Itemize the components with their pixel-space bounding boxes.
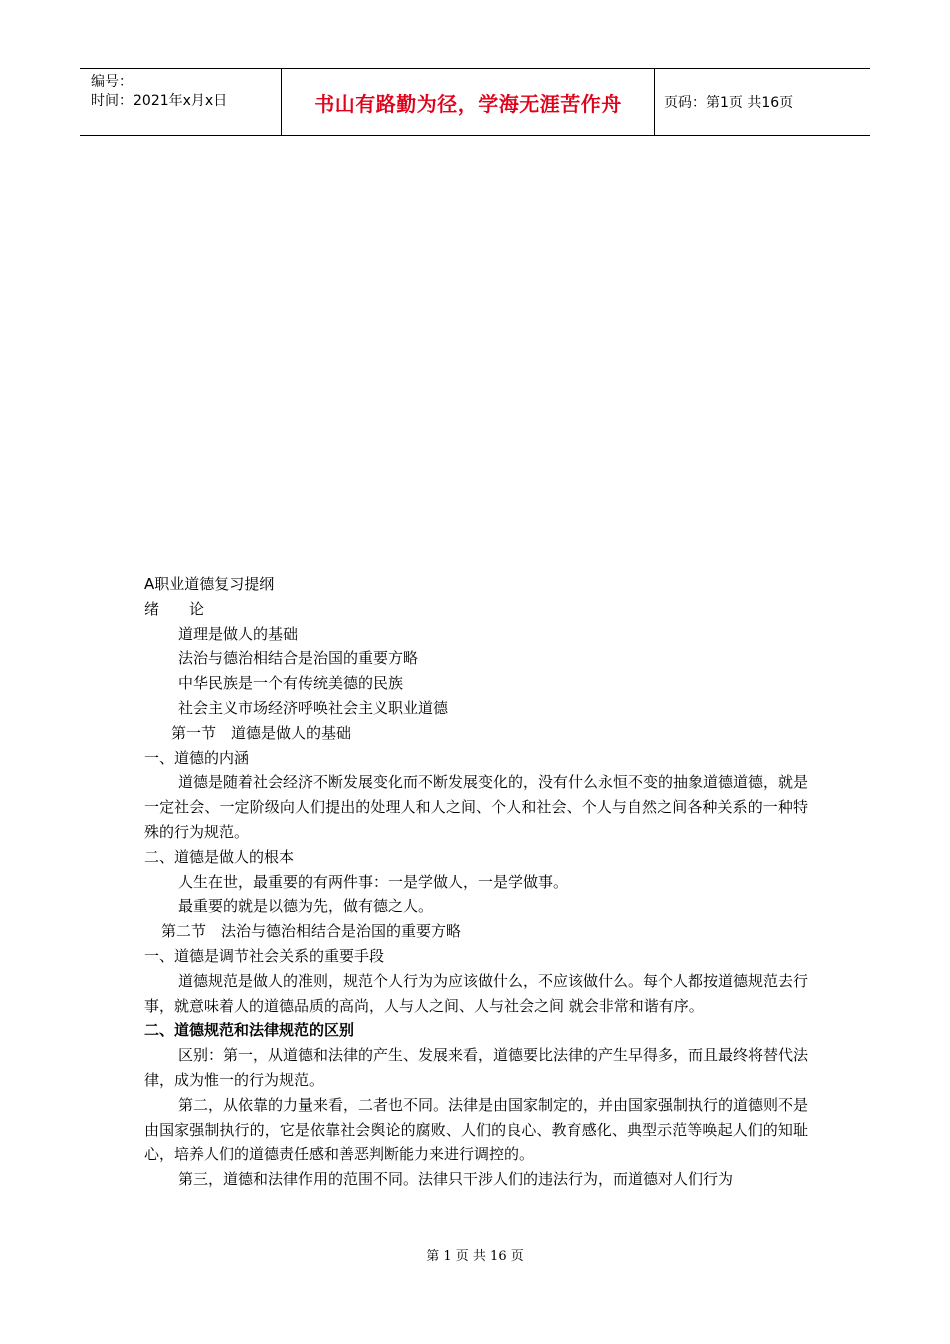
page-footer [0, 1245, 950, 1264]
time-label: 时间：2021年x月x日 [91, 93, 228, 109]
paragraph: 第三，道德和法律作用的范围不同。法律只干涉人们的违法行为，而道德对人们行为 [178, 1170, 734, 1189]
paragraph: 人生在世，最重要的有两件事：一是学做人，一是学做事。 [178, 872, 569, 891]
page-code: 页码：第1页 共16页 [664, 95, 794, 111]
section-heading: 二、道德规范和法律规范的区别 [144, 1021, 355, 1040]
header-table [80, 68, 870, 136]
section-title: 第一节 道德是做人的基础 [171, 723, 352, 742]
intro-item: 中华民族是一个有传统美德的民族 [178, 674, 404, 693]
header-page-cell [655, 69, 870, 135]
intro-item: 法治与德治相结合是治国的重要方略 [178, 649, 419, 668]
motto-text: 书山有路勤为径，学海无涯苦作舟 [314, 91, 622, 116]
section-heading: 二、道德是做人的根本 [144, 847, 295, 866]
section-title: 第二节 法治与德治相结合是治国的重要方略 [161, 922, 462, 941]
paragraph: 道德是随着社会经济不断发展变化而不断发展变化的，没有什么永恒不变的抽象道德道德，就是一定社会、一定阶级向人们提出的处理人和人之间、个人和社会、个人与自然之间各种关系的一种特殊的行为规范。 [144, 773, 809, 841]
number-label: 编号： [91, 74, 133, 90]
paragraph: 第二，从依靠的力量来看，二者也不同。法律是由国家制定的，并由国家强制执行的道德则不是由国家强制执行的，它是依靠社会舆论的腐败、人们的良心、教育感化、典型示范等唤起人们的知耻心，培养人们的道德责任感和善恶判断能力来进行调控的。 [144, 1095, 809, 1164]
section-heading: 一、道德是调节社会关系的重要手段 [144, 946, 385, 965]
footer-page-number: 第 1 页 共 16 页 [426, 1249, 524, 1264]
header-motto-cell [281, 69, 655, 135]
header-info-cell [80, 69, 281, 135]
section-heading: 一、道德的内涵 [144, 748, 250, 767]
doc-title: A职业道德复习提纲 [144, 575, 275, 593]
intro-item: 道理是做人的基础 [178, 624, 299, 643]
document-body [144, 572, 808, 1192]
paragraph: 最重要的就是以德为先，做有德之人。 [178, 897, 434, 916]
intro-item: 社会主义市场经济呼唤社会主义职业道德 [178, 698, 449, 717]
paragraph: 区别：第一，从道德和法律的产生、发展来看，道德要比法律的产生早得多，而且最终将替代法律，成为惟一的行为规范。 [144, 1046, 809, 1089]
paragraph: 道德规范是做人的准则，规范个人行为为应该做什么，不应该做什么。每个人都按道德规范去行事，就意味着人的道德品质的高尚，人与人之间、人与社会之间 就会非常和谐有序。 [144, 971, 809, 1015]
intro-heading: 绪 论 [144, 599, 205, 618]
